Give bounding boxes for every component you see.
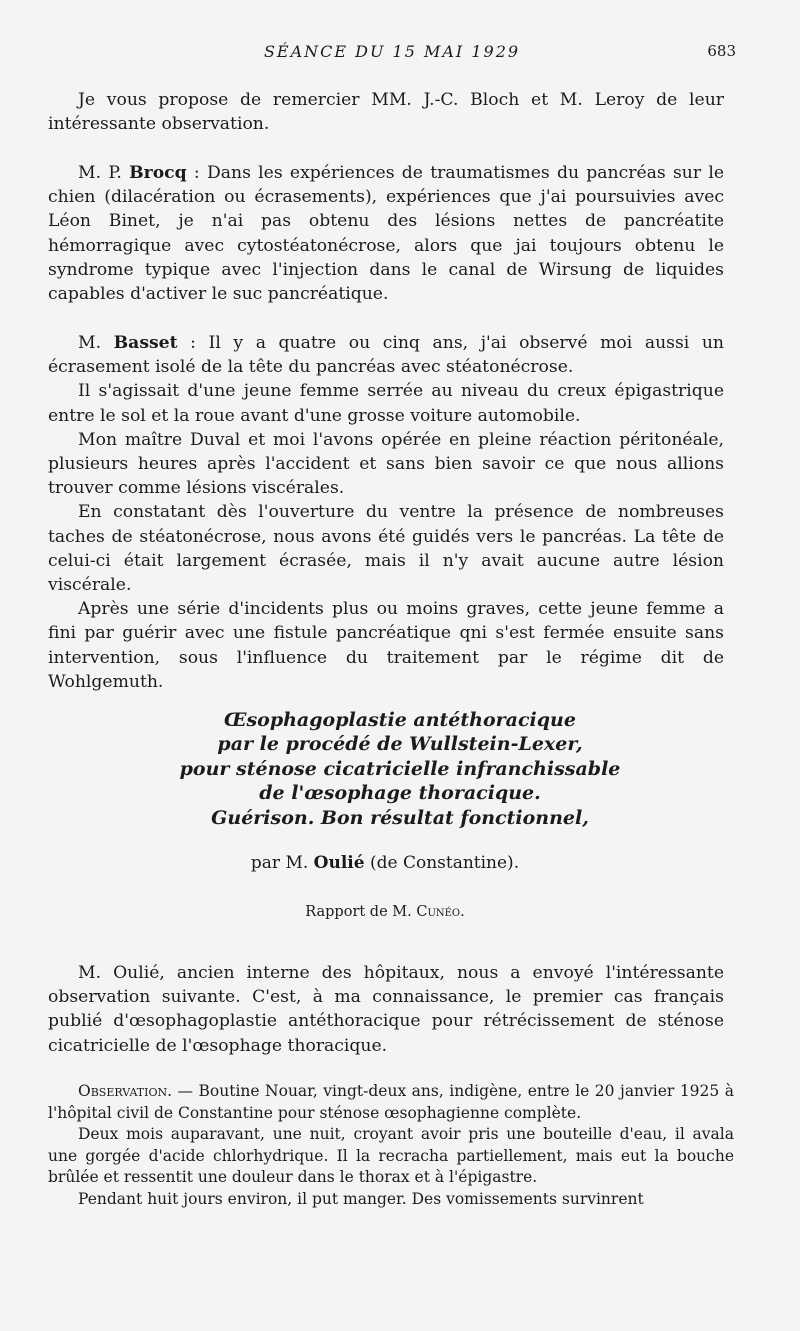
page-number: 683 (707, 42, 736, 60)
intro-paragraph: Je vous propose de remercier MM. J.-C. Bloch et M. Leroy de leur intéressante observation. (48, 90, 724, 135)
observation-text-1: — Boutine Nouar, vingt-deux ans, indigène, entre le 20 janvier 1925 à l'hôpital civil de Constantine pour sténose œsophagienne complète. (48, 1082, 734, 1122)
observation-label: Observation. (78, 1082, 173, 1100)
basset-text-1: : Il y a quatre ou cinq ans, j'ai observé moi aussi un écrasement isolé de la tête du pancréas avec stéatonécrose. (48, 333, 725, 378)
title-line-5: Guérison. Bon résultat fonctionnel, (211, 806, 589, 829)
byline-suffix: (de Constantine). (369, 853, 520, 873)
basset-block (48, 331, 724, 694)
basset-name: Basset (113, 333, 178, 353)
article-title (100, 708, 700, 830)
basset-paragraph-4: En constatant dès l'ouverture du ventre la présence de nombreuses taches de stéatonécrose, nous avons été guidés vers le pancréas. La tête de celui-ci était largement écrasée, mais il n'y avait aucune autre lésion viscérale. (48, 502, 724, 596)
observation-paragraph-3: Pendant huit jours environ, il put manger. Des vomissements survinrent (78, 1189, 644, 1208)
observation-paragraph-2: Deux mois auparavant, une nuit, croyant avoir pris une bouteille d'eau, il avala une gorgée d'acide chlorhydrique. Il la recracha partiellement, mais eut la bouche brûlée et ressentit une douleur dans le thorax et à l'épigastre. (48, 1125, 734, 1187)
observation-paragraph-1 (48, 1081, 734, 1124)
byline-prefix: par M. (250, 853, 309, 873)
report-author: Cunéo. (416, 904, 465, 920)
brocq-prefix: M. P. (78, 163, 122, 183)
basset-paragraph-1 (48, 331, 724, 379)
basset-prefix: M. (78, 333, 102, 353)
intro-block (48, 88, 724, 136)
lead-block (48, 961, 724, 1058)
brocq-text: : Dans les expériences de traumatismes du pancréas sur le chien (dilacération ou écrasements), expériences que j'ai poursuivies avec Léon Binet, je n'ai pas obtenu des lésions nettes de pancréatite hémorragique avec cytostéatonécrose, alors que jai toujours obtenu le syndrome typique avec l'injection dans le canal de Wirsung de liquides capables d'activer le suc pancréatique. (48, 163, 724, 305)
report-prefix: Rapport de M. (305, 904, 412, 920)
report-line (0, 904, 770, 920)
brocq-block (48, 161, 724, 306)
title-line-1: Œsophagoplastie antéthoracique (224, 709, 576, 731)
byline (0, 853, 770, 873)
lead-paragraph: M. Oulié, ancien interne des hôpitaux, nous a envoyé l'intéressante observation suivante. C'est, à ma connaissance, le premier cas français publié d'œsophagoplastie antéthoracique pour rétrécissement de sténose cicatricielle de l'œsophage thoracique. (48, 963, 724, 1056)
basset-paragraph-5: Après une série d'incidents plus ou moins graves, cette jeune femme a fini par guérir avec une fistule pancréatique qni s'est fermée ensuite sans intervention, sous l'influence du traitement par le régime dit de Wohlgemuth. (48, 599, 724, 692)
basset-paragraph-2: Il s'agissait d'une jeune femme serrée au niveau du creux épigastrique entre le sol et la roue avant d'une grosse voiture automobile. (48, 381, 724, 426)
byline-author: Oulié (313, 853, 365, 873)
brocq-name: Brocq (129, 163, 187, 183)
basset-paragraph-3: Mon maître Duval et moi l'avons opérée en pleine réaction péritonéale, plusieurs heures après l'accident et sans bien savoir ce que nous allions trouver comme lésions viscérales. (48, 429, 724, 499)
brocq-paragraph (48, 161, 724, 306)
title-line-4: de l'œsophage thoracique. (259, 782, 541, 805)
observation-block (48, 1081, 734, 1211)
title-line-3: pour sténose cicatricielle infranchissable (179, 757, 621, 780)
running-title: SÉANCE DU 15 MAI 1929 (263, 42, 521, 61)
title-line-2: par le procédé de Wullstein-Lexer, (217, 733, 583, 756)
